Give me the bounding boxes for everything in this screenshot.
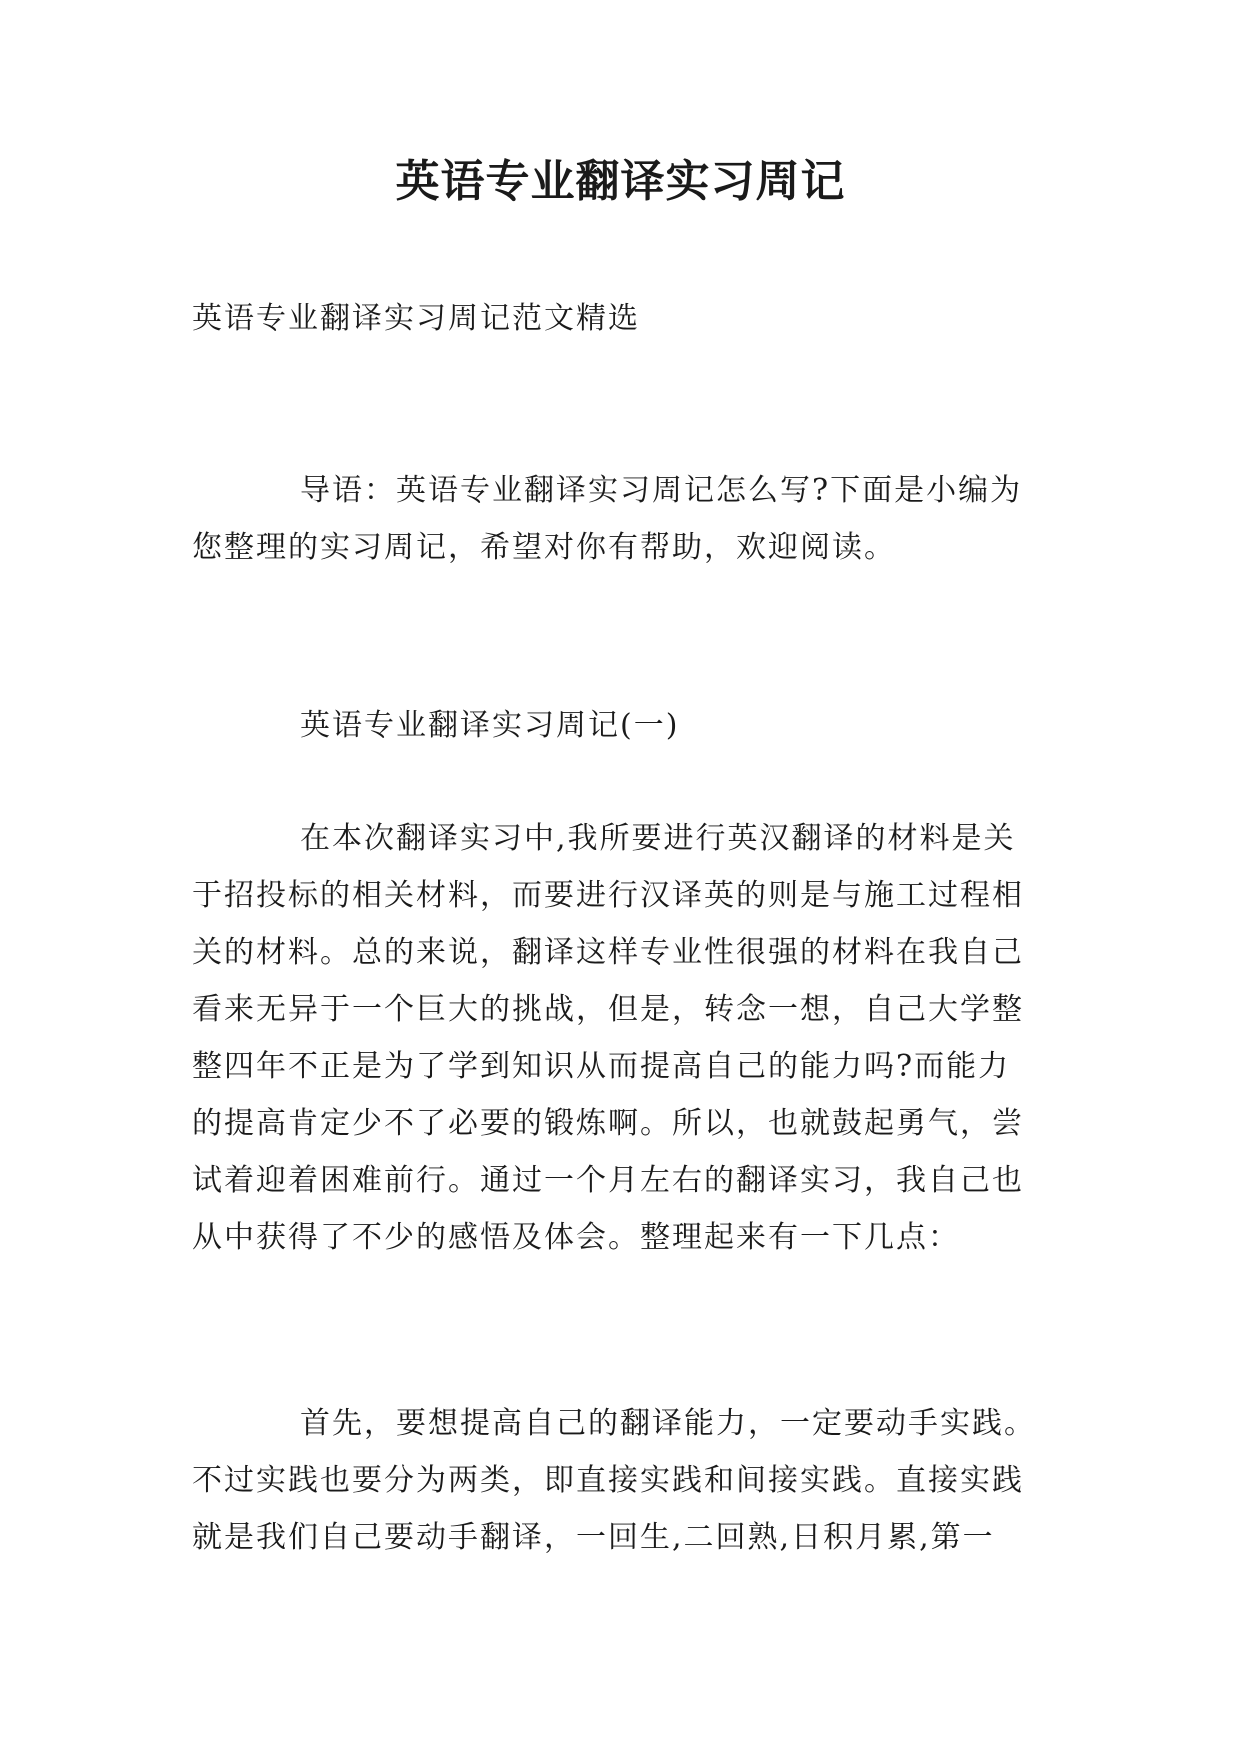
- paragraph-line: 于招投标的相关材料，而要进行汉译英的则是与施工过程相: [192, 878, 1024, 913]
- paragraph-line: 的提高肯定少不了必要的锻炼啊。所以，也就鼓起勇气，尝: [192, 1106, 1024, 1141]
- paragraph-line: 整四年不正是为了学到知识从而提高自己的能力吗?而能力: [192, 1049, 1011, 1084]
- intro-line: 您整理的实习周记，希望对你有帮助，欢迎阅读。: [192, 530, 896, 565]
- document-subtitle: 英语专业翻译实习周记范文精选: [192, 301, 640, 336]
- paragraph-line: 就是我们自己要动手翻译，一回生,二回熟,日积月累,第一: [192, 1520, 995, 1555]
- intro-paragraph: [192, 462, 1062, 576]
- paragraph-line: 在本次翻译实习中,我所要进行英汉翻译的材料是关: [300, 821, 1016, 856]
- paragraph-line: 从中获得了不少的感悟及体会。整理起来有一下几点：: [192, 1220, 960, 1255]
- document-title: 英语专业翻译实习周记: [395, 156, 846, 207]
- section-heading: 英语专业翻译实习周记(一): [300, 708, 680, 743]
- paragraph-line: 试着迎着困难前行。通过一个月左右的翻译实习，我自己也: [192, 1163, 1024, 1198]
- paragraph-line: 关的材料。总的来说，翻译这样专业性很强的材料在我自己: [192, 935, 1024, 970]
- paragraph-line: 首先，要想提高自己的翻译能力，一定要动手实践。: [300, 1406, 1036, 1441]
- intro-line: 导语：英语专业翻译实习周记怎么写?下面是小编为: [300, 473, 1023, 508]
- paragraph-line: 不过实践也要分为两类，即直接实践和间接实践。直接实践: [192, 1463, 1024, 1498]
- body-paragraph-2: [192, 1395, 1062, 1566]
- body-paragraph-1: [192, 810, 1062, 1266]
- paragraph-line: 看来无异于一个巨大的挑战，但是，转念一想，自己大学整: [192, 992, 1024, 1027]
